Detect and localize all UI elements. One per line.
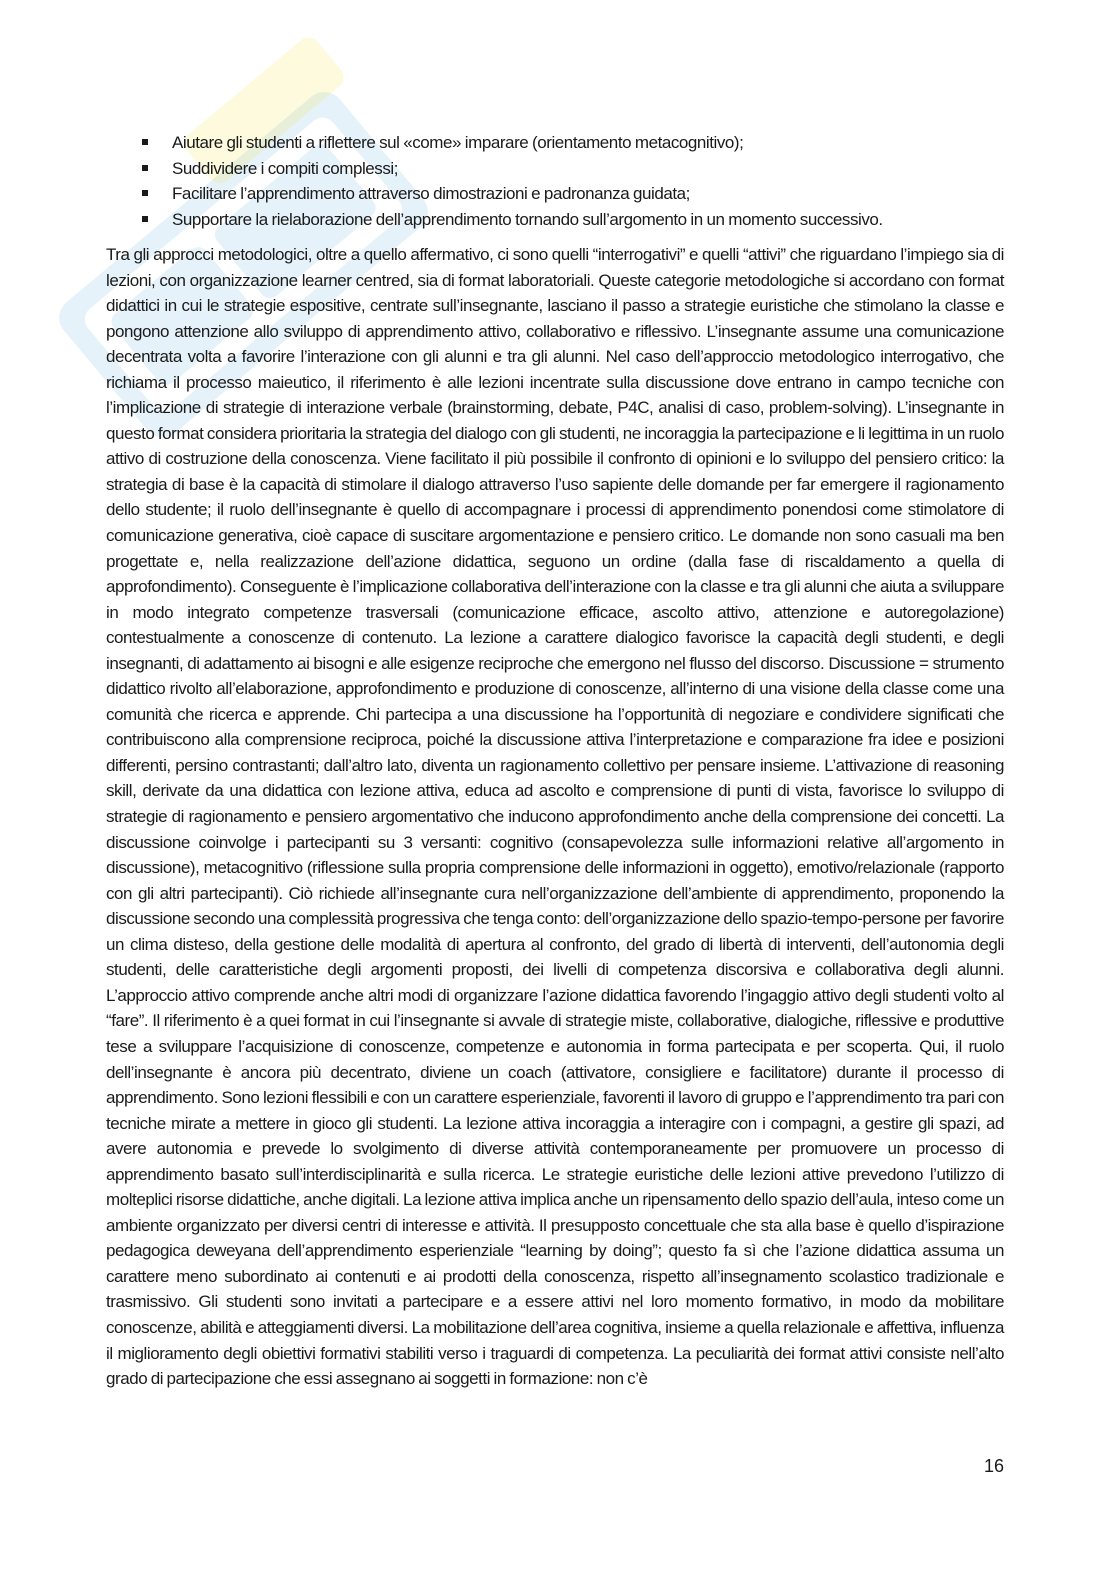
page-content bbox=[106, 130, 1004, 1392]
list-item: Suddividere i compiti complessi; bbox=[106, 156, 1004, 182]
page-number: 16 bbox=[983, 1456, 1004, 1476]
body-paragraph: Tra gli approcci metodologici, oltre a quello affermativo, ci sono quelli “interrogativi” e quelli “attivi” che riguardano l’impiego sia di lezioni, con organizzazione learner centred, sia di format laboratoriali. Queste categorie metodologiche si accordano con format didattici in cui le strategie espositive, centrate sull’insegnante, lasciano il passo a strategie euristiche che stimolano la classe e pongono attenzione allo sviluppo di apprendimento attivo, collaborativo e riflessivo. L’insegnante assume una comunicazione decentrata volta a favorire l’interazione con gli alunni e tra gli alunni. Nel caso dell’approccio metodologico interrogativo, che richiama il processo maieutico, il riferimento è alle lezioni incentrate sulla discussione dove entrano in campo tecniche con l’implicazione di strategie di interazione verbale (brainstorming, debate, P4C, analisi di caso, problem-solving). L’insegnante in questo format considera prioritaria la strategia del dialogo con gli studenti, ne incoraggia la partecipazione e li legittima in un ruolo attivo di costruzione della conoscenza. Viene facilitato il più possibile il confronto di opinioni e lo sviluppo del pensiero critico: la strategia di base è la capacità di stimolare il dialogo attraverso l’uso sapiente delle domande per far emergere il ragionamento dello studente; il ruolo dell’insegnante è quello di accompagnare i processi di apprendimento ponendosi come stimolatore di comunicazione generativa, cioè capace di suscitare argomentazione e pensiero critico. Le domande non sono casuali ma ben progettate e, nella realizzazione dell’azione didattica, seguono un ordine (dalla fase di riscaldamento a quella di approfondimento). Conseguente è l’implicazione collaborativa dell’interazione con la classe e tra gli alunni che aiuta a sviluppare in modo integrato competenze trasversali (comunicazione efficace, ascolto attivo, attenzione e autoregolazione) contestualmente a conoscenze di contenuto. La lezione a carattere dialogico favorisce la capacità degli studenti, e degli insegnanti, di adattamento ai bisogni e alle esigenze reciproche che emergono nel flusso del discorso. Discussione = strumento didattico rivolto all’elaborazione, approfondimento e produzione di conoscenze, all’interno di una visione della classe come una comunità che ricerca e apprende. Chi partecipa a una discussione ha l’opportunità di negoziare e condividere significati che contribuiscono alla comprensione reciproca, poiché la discussione attiva l’interpretazione e comparazione fra idee e posizioni differenti, persino contrastanti; dall’altro lato, diventa un ragionamento collettivo per pensare insieme. L’attivazione di reasoning skill, derivate da una didattica con lezione attiva, educa ad ascolto e comprensione di punti di vista, favorisce lo sviluppo di strategie di ragionamento e pensiero argomentativo che inducono approfondimento anche della comprensione dei concetti. La discussione coinvolge i partecipanti su 3 versanti: cognitivo (consapevolezza sulle informazioni relative all’argomento in discussione), metacognitivo (riflessione sulla propria comprensione delle informazioni in oggetto), emotivo/relazionale (rapporto con gli altri partecipanti). Ciò richiede all’insegnante cura nell’organizzazione dell’ambiente di apprendimento, proponendo la discussione secondo una complessità progressiva che tenga conto: dell’organizzazione dello spazio-tempo-persone per favorire un clima disteso, della gestione delle modalità di apertura al confronto, del grado di libertà di interventi, dell’autonomia degli studenti, delle caratteristiche degli argomenti proposti, dei livelli di competenza discorsiva e collaborativa degli alunni. L’approccio attivo comprende anche altri modi di organizzare l’azione didattica favorendo l’ingaggio attivo degli studenti volto al “fare”. Il riferimento è a quei format in cui l’insegnante si avvale di strategie miste, collaborative, dialogiche, riflessive e produttive tese a sviluppare l’acquisizione di conoscenze, competenze e autonomia in forma partecipata e per scoperta. Qui, il ruolo dell’insegnante è ancora più decentrato, diviene un coach (attivatore, consigliere e facilitatore) durante il processo di apprendimento. Sono lezioni flessibili e con un carattere esperienziale, favorenti il lavoro di gruppo e l’apprendimento tra pari con tecniche mirate a mettere in gioco gli studenti. La lezione attiva incoraggia a interagire con i compagni, a gestire gli spazi, ad avere autonomia e prevede lo svolgimento di diverse attività contemporaneamente per promuovere un processo di apprendimento basato sull’interdisciplinarità e sulla ricerca. Le strategie euristiche delle lezioni attive prevedono l’utilizzo di molteplici risorse didattiche, anche digitali. La lezione attiva implica anche un ripensamento dello spazio dell’aula, inteso come un ambiente organizzato per diversi centri di interesse e attività. Il presupposto concettuale che sta alla base è quello d’ispirazione pedagogica deweyana dell’apprendimento esperienziale “learning by doing”; questo fa sì che l’azione didattica assuma un carattere meno subordinato ai contenuti e ai prodotti della conoscenza, rispetto all’insegnamento scolastico tradizionale e trasmissivo. Gli studenti sono invitati a partecipare e a essere attivi nel loro momento formativo, in modo da mobilitare conoscenze, abilità e atteggiamenti diversi. La mobilitazione dell’area cognitiva, insieme a quella relazionale e affettiva, influenza il miglioramento degli obiettivi formativi stabiliti verso i traguardi di competenza. La peculiarità dei format attivi consiste nell’alto grado di partecipazione che essi assegnano ai soggetti in formazione: non c’è bbox=[106, 245, 1004, 1389]
list-item: Facilitare l’apprendimento attraverso dimostrazioni e padronanza guidata; bbox=[106, 181, 1004, 207]
list-item: Supportare la rielaborazione dell’apprendimento tornando sull’argomento in un momento successivo. bbox=[106, 207, 1004, 233]
list-item: Aiutare gli studenti a riflettere sul «come» imparare (orientamento metacognitivo); bbox=[106, 130, 1004, 156]
bullet-list bbox=[106, 130, 1004, 232]
